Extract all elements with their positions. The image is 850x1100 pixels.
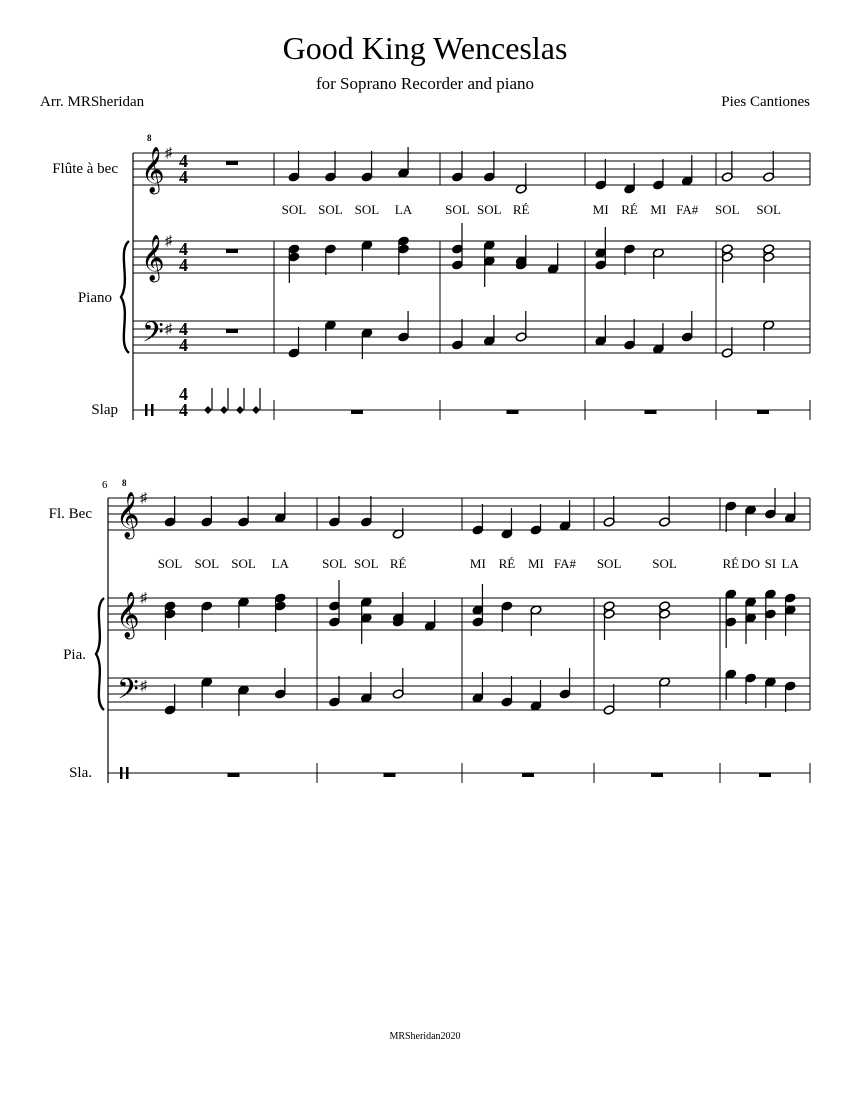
instrument-name-recorder: Flûte à bec: [52, 161, 118, 177]
time-signature-top: 4: [179, 319, 188, 339]
score-subtitle: for Soprano Recorder and piano: [315, 74, 535, 93]
lyric-syllable: MI: [592, 202, 609, 217]
slap-note: [236, 406, 244, 414]
slap-whole-rest: [228, 773, 240, 777]
lyric-syllable: LA: [271, 556, 289, 571]
key-signature-sharp-icon: ♯: [165, 322, 172, 337]
slap-whole-rest: [651, 773, 663, 777]
whole-rest: [226, 249, 238, 253]
slap-note: [252, 406, 260, 414]
instrument-name-slap: Slap: [91, 402, 118, 418]
measure-number: 6: [102, 479, 108, 491]
lyric-syllable: MI: [469, 556, 486, 571]
octave-mark: 8: [147, 133, 152, 143]
lyric-syllable: SOL: [714, 202, 740, 217]
lyric-syllable: RÉ: [512, 202, 530, 217]
treble-clef-icon: 𝄞: [116, 492, 140, 537]
slap-whole-rest: [522, 773, 534, 777]
percussion-clef-icon: [120, 767, 123, 779]
bass-clef-icon: 𝄢: [117, 675, 139, 712]
lyric-syllable: DO: [741, 556, 760, 571]
time-signature-top: 4: [179, 384, 188, 404]
lyric-syllable: FA#: [553, 556, 577, 571]
time-signature-bottom: 4: [179, 335, 188, 355]
piano-brace: [121, 241, 129, 353]
bass-clef-icon: 𝄢: [142, 318, 164, 355]
key-signature-sharp-icon: ♯: [140, 491, 147, 506]
lyric-syllable: SOL: [477, 202, 502, 217]
piano-brace: [96, 598, 104, 710]
percussion-clef-icon: [145, 404, 148, 416]
key-signature-sharp-icon: ♯: [165, 146, 172, 161]
lyric-syllable: SOL: [652, 556, 677, 571]
lyric-syllable: RÉ: [498, 556, 516, 571]
lyric-syllable: RÉ: [389, 556, 407, 571]
whole-rest: [226, 161, 238, 165]
whole-rest: [226, 329, 238, 333]
slap-whole-rest: [351, 410, 363, 414]
slap-note: [204, 406, 212, 414]
lyric-syllable: SOL: [281, 202, 307, 217]
lyric-syllable: LA: [781, 556, 799, 571]
lyric-syllable: SOL: [318, 202, 343, 217]
lyric-syllable: SOL: [354, 556, 379, 571]
slap-whole-rest: [645, 410, 657, 414]
lyric-syllable: FA#: [676, 202, 699, 217]
slap-whole-rest: [384, 773, 396, 777]
instrument-name-recorder: Fl. Bec: [48, 506, 92, 522]
footer-credit: MRSheridan2020: [389, 1031, 461, 1042]
lyric-syllable: SOL: [322, 556, 347, 571]
lyric-syllable: MI: [527, 556, 544, 571]
percussion-clef-icon: [126, 767, 129, 779]
slap-whole-rest: [507, 410, 519, 414]
time-signature-top: 4: [179, 151, 188, 171]
key-signature-sharp-icon: ♯: [140, 679, 147, 694]
instrument-name-piano: Pia.: [63, 647, 86, 663]
score-title: Good King Wenceslas: [282, 30, 568, 66]
slap-note: [220, 406, 228, 414]
lyric-syllable: RÉ: [722, 556, 740, 571]
instrument-name-slap: Sla.: [69, 765, 92, 781]
time-signature-bottom: 4: [179, 167, 188, 187]
slap-whole-rest: [757, 410, 769, 414]
lyric-syllable: SOL: [354, 202, 380, 217]
treble-clef-icon: 𝄞: [141, 235, 165, 280]
time-signature-bottom: 4: [179, 400, 188, 420]
treble-clef-icon: 𝄞: [141, 147, 165, 192]
lyric-syllable: SI: [764, 556, 777, 571]
lyric-syllable: MI: [650, 202, 667, 217]
lyric-syllable: SOL: [596, 556, 622, 571]
key-signature-sharp-icon: ♯: [140, 591, 147, 606]
lyric-syllable: SOL: [756, 202, 781, 217]
time-signature-bottom: 4: [179, 255, 188, 275]
composer-credit: Pies Cantiones: [721, 94, 810, 110]
lyric-syllable: RÉ: [621, 202, 638, 217]
percussion-clef-icon: [151, 404, 154, 416]
slap-whole-rest: [759, 773, 771, 777]
lyric-syllable: SOL: [445, 202, 470, 217]
octave-mark: 8: [122, 478, 127, 488]
key-signature-sharp-icon: ♯: [165, 234, 172, 249]
treble-clef-icon: 𝄞: [116, 592, 140, 637]
lyric-syllable: LA: [394, 202, 413, 217]
instrument-name-piano: Piano: [77, 290, 112, 306]
lyric-syllable: SOL: [157, 556, 183, 571]
time-signature-top: 4: [179, 239, 188, 259]
arranger-credit: Arr. MRSheridan: [40, 94, 145, 110]
lyric-syllable: SOL: [231, 556, 256, 571]
lyric-syllable: SOL: [194, 556, 220, 571]
